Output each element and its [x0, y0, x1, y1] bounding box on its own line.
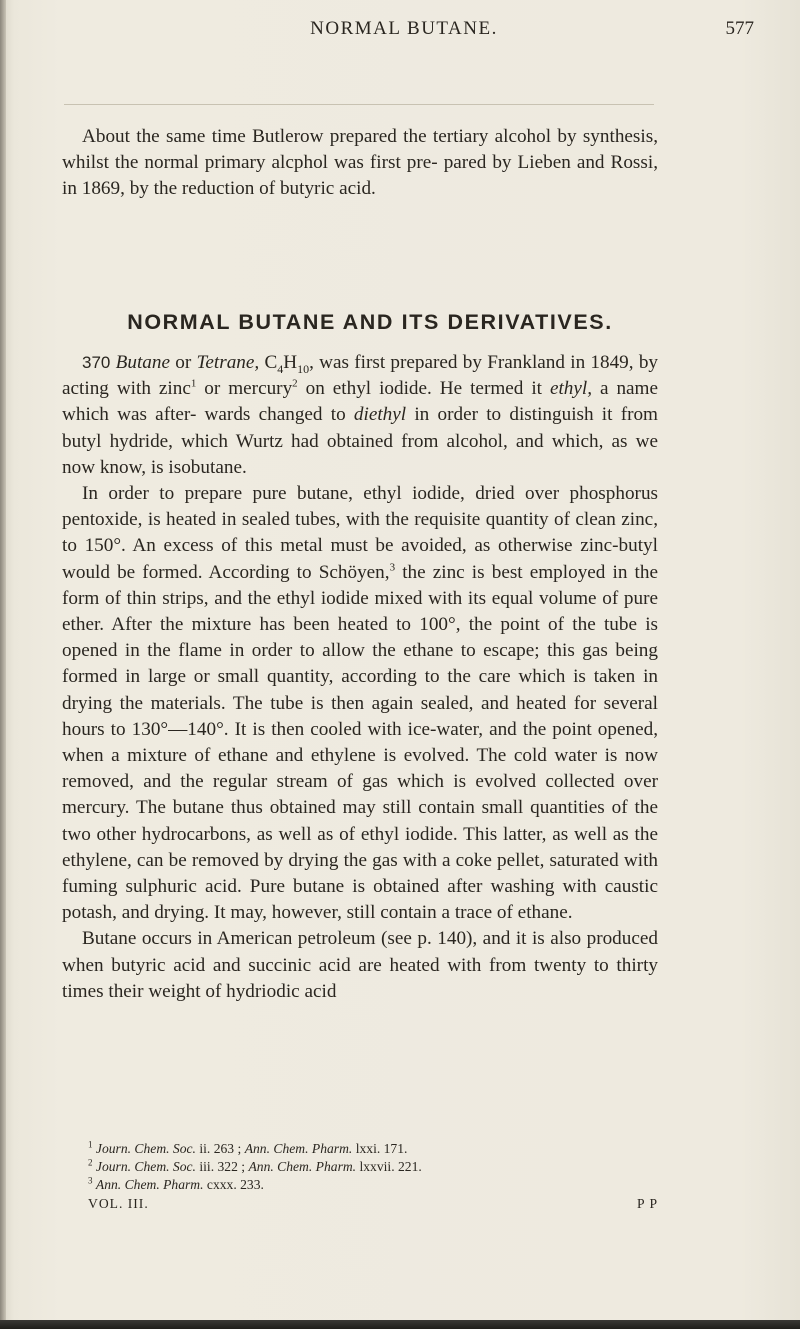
section-body [62, 350, 658, 1005]
footnote-1: $^1$ Journ. Chem. Soc. ii. 263 ; Ann. Chem. Pharm. lxxi. 171. [88, 1139, 408, 1156]
term-diethyl: diethyl [353, 404, 407, 426]
header-rule [64, 104, 654, 105]
term-butane: Butane [115, 352, 170, 373]
signature-mark: P P [636, 1196, 658, 1211]
signature-line [88, 1196, 658, 1212]
page-number: 577 [725, 18, 754, 39]
footnote-2: $^2$ Journ. Chem. Soc. iii. 322 ; Ann. Chem. Pharm. lxxvii. 221. [88, 1157, 422, 1174]
footnote-3: $^3$ Ann. Chem. Pharm. cxxx. 233. [88, 1175, 264, 1192]
formula: $C_4H_{10}$ [264, 352, 310, 376]
binding-edge [0, 0, 6, 1329]
running-head: NORMAL BUTANE. [310, 18, 498, 39]
paragraph-370: 370 Butane or Tetrane, $C_4H_{10}$, was first prepared by Frankland in 1849, by acting with zinc$^1$ or mercury$^2$ on ethyl iodide. He termed it ethyl, a name which was after- wards changed to diethyl in order to distinguish it from butyl hydride, which Wurtz had obtained from alcohol, and which, as we now know, is isobutane. [62, 352, 659, 478]
footnote-ref-1[interactable]: 1 [190, 377, 197, 390]
bottom-band [0, 1320, 800, 1329]
intro-paragraph-text: About the same time Butlerow prepared the tertiary alcohol by synthesis, whilst the normal primary alcphol was first pre- pared by Lieben and Rossi, in 1869, by the reduction of butyric acid. [62, 126, 658, 200]
volume-label: VOL. III. [88, 1196, 149, 1211]
term-tetrane: Tetrane, [196, 352, 260, 373]
footnotes [88, 1140, 658, 1194]
paragraph-preparation: In order to prepare pure butane, ethyl iodide, dried over phosphorus pentoxide, is heated in sealed tubes, with the requisite quantity of clean zinc, to 150°. An excess of this metal must be avoided, as otherwise zinc-butyl would be formed. According to Schöyen,$^3$ the zinc is best employed in the form of thin strips, and the ethyl iodide mixed with its equal volume of pure ether. After the mixture has been heated to 100°, the point of the tube is opened in the flame in order to allow the ethane to escape; this gas being formed in large or small quantity, according to the care which is taken in drying the materials. The tube is then again sealed, and heated for several hours to 130°—140°. It is then cooled with ice-water, and the point opened, when a mixture of ethane and ethylene is evolved. The cold water is now removed, and the regular stream of gas which is evolved collected over mercury. The butane thus obtained may still contain small quantities of the two other hydrocarbons, as well as of ethyl iodide. This latter, as well as the ethylene, can be removed by drying the gas with a coke pellet, saturated with fuming sulphuric acid. Pure butane is obtained after washing with caustic potash, and drying. It may, however, still contain a trace of ethane. [62, 483, 658, 924]
section-number: 370 [82, 353, 111, 372]
footnote-ref-2[interactable]: 2 [292, 377, 298, 390]
intro-paragraph [62, 124, 658, 203]
paragraph-occurrence: Butane occurs in American petroleum (see p. 140), and it is also produced when butyric acid and succinic acid are heated with from twenty to thirty times their weight of hydriodic acid [62, 928, 658, 1002]
page-header [54, 14, 754, 44]
term-ethyl: ethyl, [549, 378, 593, 400]
section-title: NORMAL BUTANE AND ITS DERIVATIVES. [127, 310, 613, 334]
footnote-ref-3[interactable]: 3 [389, 561, 396, 574]
